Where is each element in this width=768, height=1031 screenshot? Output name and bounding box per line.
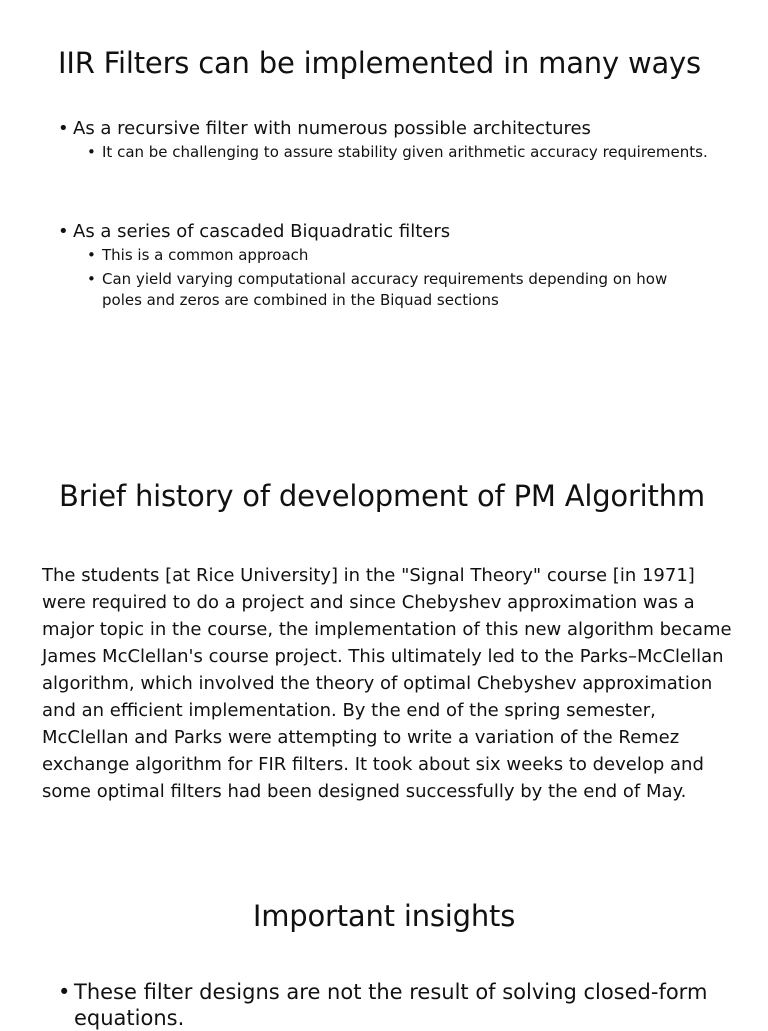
bullet-icon: • [87, 270, 96, 288]
bullet-item [58, 220, 708, 311]
slide-important-insights [0, 880, 768, 1030]
slide-title: Brief history of development of PM Algorithm [59, 479, 705, 513]
slide-iir-filters [0, 0, 768, 330]
bullet-text: As a series of cascaded Biquadratic filters [73, 221, 451, 242]
sub-bullet-item [87, 245, 708, 266]
bullet-list [58, 117, 708, 163]
bullet-list [58, 220, 708, 311]
sub-bullet-text: Can yield varying computational accuracy requirements depending on how poles and zeros are combined in the Biquad sections [102, 270, 668, 309]
bullet-list [58, 979, 718, 1031]
bullet-icon: • [87, 246, 96, 264]
bullet-icon: • [58, 980, 71, 1004]
slide-title: Important insights [252, 899, 516, 933]
slide-title: IIR Filters can be implemented in many ways [58, 46, 701, 80]
history-paragraph: The students [at Rice University] in the "Signal Theory" course [in 1971] were required to do a project and since Chebyshev approximation was a major topic in the course, the implementation of this new algorithm became James McClellan's course project. This ultimately led to the Parks–McClellan algorithm, which involved the theory of optimal Chebyshev approximation and an efficient implementation. By the end of the spring semester, McClellan and Parks were attempting to write a variation of the Remez exchange algorithm for FIR filters. It took about six weeks to develop and some optimal filters had been designed successfully by the end of May. [42, 565, 732, 802]
sub-bullet-item [87, 142, 708, 163]
sub-bullet-item [87, 269, 708, 311]
bullet-item [58, 979, 718, 1031]
sub-bullet-text: This is a common approach [102, 246, 309, 264]
sub-bullet-list [87, 142, 708, 163]
slide-pm-history [0, 450, 768, 850]
bullet-item [58, 117, 708, 163]
bullet-icon: • [58, 221, 69, 242]
bullet-icon: • [58, 118, 69, 139]
bullet-text: These filter designs are not the result of solving closed-form equations. [74, 980, 708, 1030]
sub-bullet-list [87, 245, 708, 311]
sub-bullet-text: It can be challenging to assure stability given arithmetic accuracy requirements. [102, 143, 708, 161]
bullet-icon: • [87, 143, 96, 161]
bullet-text: As a recursive filter with numerous possible architectures [73, 118, 591, 139]
